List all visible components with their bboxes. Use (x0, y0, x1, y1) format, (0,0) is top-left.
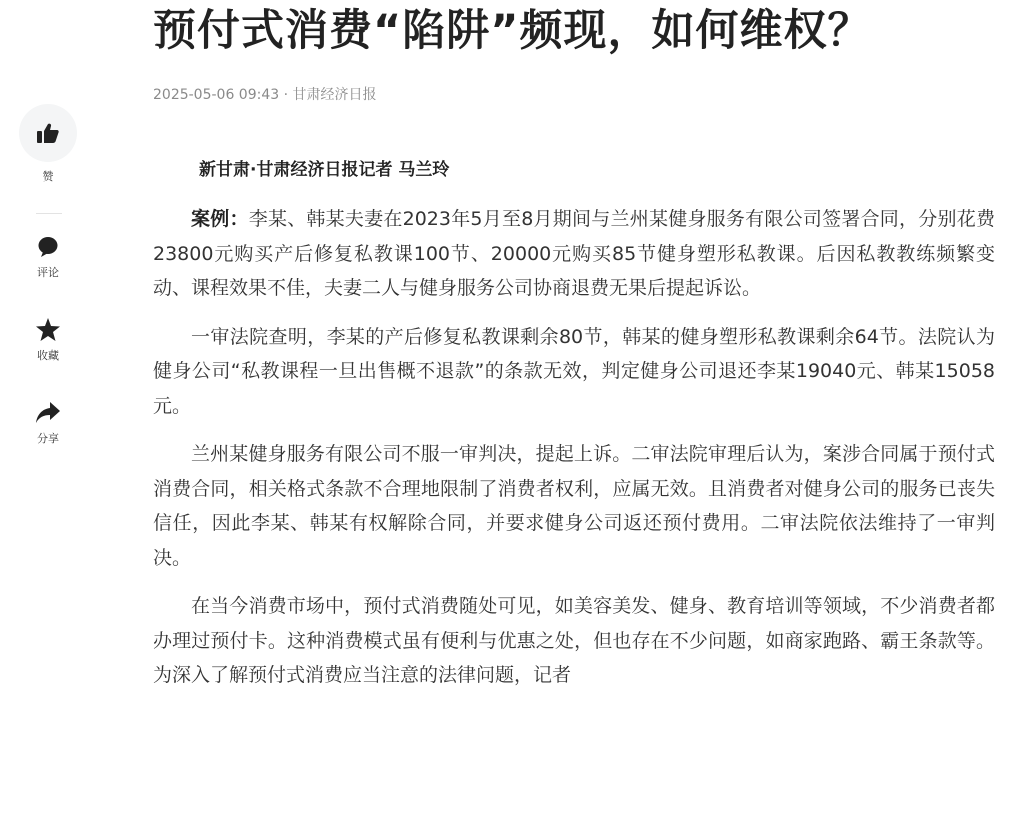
paragraph-first-trial (153, 320, 995, 424)
paragraph-case (153, 202, 995, 306)
paragraph-text: 李某、韩某夫妻在2023年5月至8月期间与兰州某健身服务有限公司签署合同，分别花费23800元购买产后修复私教课100节、20000元购买85节健身塑形私教课。后因私教教练频繁变动、课程效果不佳，夫妻二人与健身服务公司协商退费无果后提起诉讼。 (153, 208, 995, 299)
favorite-label: 收藏 (37, 349, 59, 362)
like-label: 赞 (42, 170, 54, 183)
article-title: 预付式消费“陷阱”频现，如何维权？ (153, 6, 872, 56)
favorite-button[interactable] (18, 318, 78, 363)
star-icon[interactable] (18, 318, 78, 341)
paragraph-text: 兰州某健身服务有限公司不服一审判决，提起上诉。二审法院审理后认为，案涉合同属于预付式消费合同，相关格式条款不合理地限制了消费者权利，应属无效。且消费者对健身公司的服务已丧失信任，因此李某、韩某有权解除合同，并要求健身公司返还预付费用。二审法院依法维持了一审判决。 (153, 443, 995, 569)
share-icon[interactable] (18, 402, 78, 424)
share-button[interactable] (18, 402, 78, 446)
paragraph-second-trial (153, 437, 995, 575)
paragraph-lead: 案例： (191, 208, 249, 230)
sidebar-divider (36, 213, 62, 214)
comment-label: 评论 (37, 266, 59, 279)
article-meta: 2025-05-06 09:43 · 甘肃经济日报 (153, 87, 377, 103)
article-byline: 新甘肃·甘肃经济日报记者 马兰玲 (199, 160, 450, 180)
paragraph-text: 一审法院查明，李某的产后修复私教课剩余80节，韩某的健身塑形私教课剩余64节。法院认为健身公司“私教课程一旦出售概不退款”的条款无效，判定健身公司退还李某19040元、韩某15058元。 (153, 325, 995, 417)
paragraph-market (153, 589, 995, 693)
like-icon-circle[interactable] (19, 104, 77, 162)
like-button[interactable] (18, 104, 78, 184)
share-label: 分享 (37, 432, 59, 445)
article-body (153, 150, 995, 693)
comment-button[interactable] (18, 236, 78, 280)
thumbs-up-icon[interactable] (37, 123, 59, 143)
comment-icon[interactable] (18, 236, 78, 258)
paragraph-text: 在当今消费市场中，预付式消费随处可见，如美容美发、健身、教育培训等领域，不少消费者都办理过预付卡。这种消费模式虽有便利与优惠之处，但也存在不少问题，如商家跑路、霸王条款等。为深入了解预付式消费应当注意的法律问题，记者 (153, 595, 995, 686)
